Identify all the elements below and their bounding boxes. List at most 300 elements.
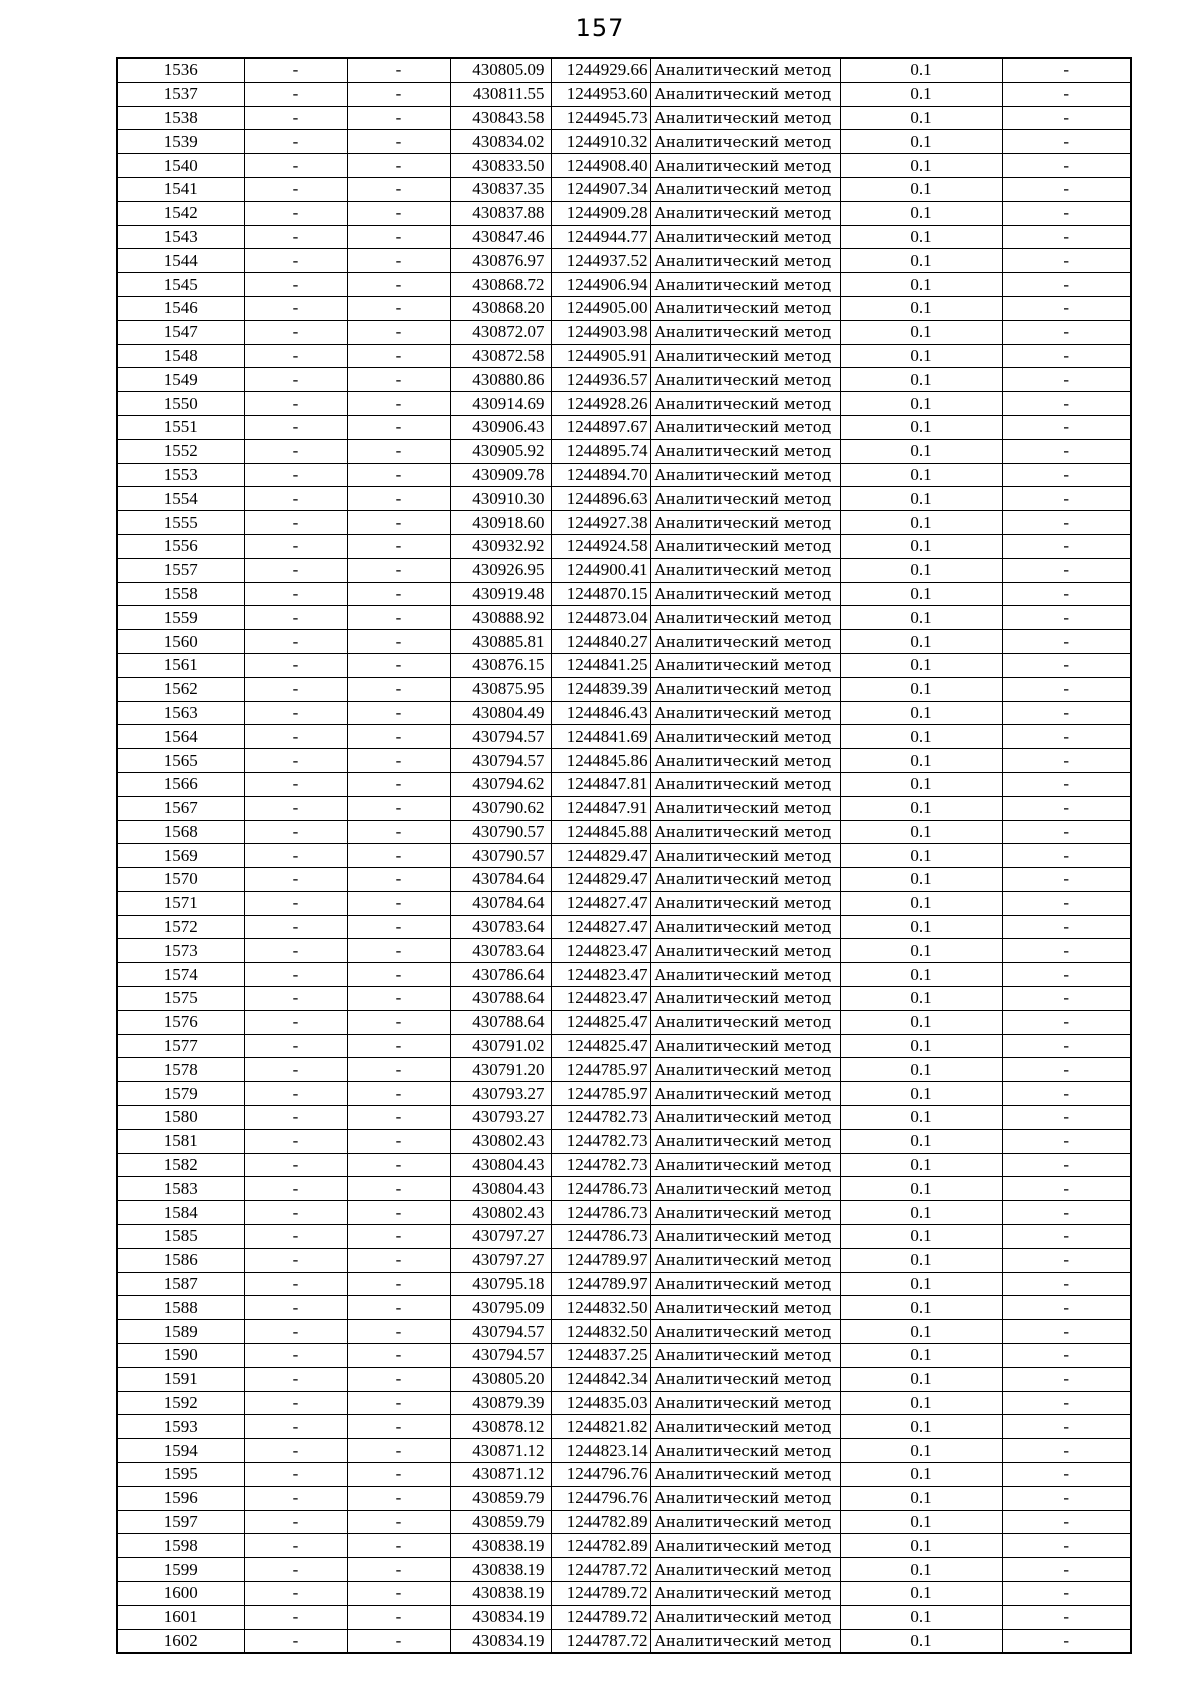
empty-cell: - bbox=[244, 1106, 347, 1130]
accuracy-cell: 0.1 bbox=[840, 1225, 1002, 1249]
empty-cell: - bbox=[347, 1486, 450, 1510]
empty-cell: - bbox=[1002, 1225, 1131, 1249]
empty-cell: - bbox=[244, 891, 347, 915]
empty-cell: - bbox=[347, 1034, 450, 1058]
x-coordinate-cell: 430784.64 bbox=[450, 891, 551, 915]
accuracy-cell: 0.1 bbox=[840, 1629, 1002, 1653]
empty-cell: - bbox=[347, 1082, 450, 1106]
empty-cell: - bbox=[1002, 1510, 1131, 1534]
table-row bbox=[117, 1320, 1131, 1344]
y-coordinate-cell: 1244937.52 bbox=[551, 249, 650, 273]
empty-cell: - bbox=[1002, 1248, 1131, 1272]
y-coordinate-cell: 1244785.97 bbox=[551, 1058, 650, 1082]
table-row bbox=[117, 677, 1131, 701]
point-number-cell: 1575 bbox=[117, 987, 244, 1011]
y-coordinate-cell: 1244825.47 bbox=[551, 1034, 650, 1058]
table-row bbox=[117, 630, 1131, 654]
table-row bbox=[117, 177, 1131, 201]
table-row bbox=[117, 1272, 1131, 1296]
x-coordinate-cell: 430790.57 bbox=[450, 844, 551, 868]
empty-cell: - bbox=[347, 772, 450, 796]
empty-cell: - bbox=[1002, 1010, 1131, 1034]
empty-cell: - bbox=[244, 1082, 347, 1106]
x-coordinate-cell: 430872.07 bbox=[450, 320, 551, 344]
point-number-cell: 1540 bbox=[117, 154, 244, 178]
empty-cell: - bbox=[347, 225, 450, 249]
method-cell: Аналитический метод bbox=[650, 1177, 840, 1201]
method-cell: Аналитический метод bbox=[650, 1486, 840, 1510]
empty-cell: - bbox=[244, 1558, 347, 1582]
y-coordinate-cell: 1244900.41 bbox=[551, 558, 650, 582]
empty-cell: - bbox=[244, 1486, 347, 1510]
y-coordinate-cell: 1244782.89 bbox=[551, 1534, 650, 1558]
point-number-cell: 1560 bbox=[117, 630, 244, 654]
table-row bbox=[117, 1129, 1131, 1153]
accuracy-cell: 0.1 bbox=[840, 1034, 1002, 1058]
x-coordinate-cell: 430910.30 bbox=[450, 487, 551, 511]
empty-cell: - bbox=[1002, 1320, 1131, 1344]
method-cell: Аналитический метод bbox=[650, 582, 840, 606]
method-cell: Аналитический метод bbox=[650, 1010, 840, 1034]
empty-cell: - bbox=[244, 58, 347, 82]
empty-cell: - bbox=[244, 1320, 347, 1344]
point-number-cell: 1550 bbox=[117, 392, 244, 416]
x-coordinate-cell: 430838.19 bbox=[450, 1558, 551, 1582]
method-cell: Аналитический метод bbox=[650, 1582, 840, 1606]
x-coordinate-cell: 430859.79 bbox=[450, 1510, 551, 1534]
point-number-cell: 1568 bbox=[117, 820, 244, 844]
method-cell: Аналитический метод bbox=[650, 368, 840, 392]
empty-cell: - bbox=[1002, 915, 1131, 939]
table-row bbox=[117, 1558, 1131, 1582]
empty-cell: - bbox=[244, 1605, 347, 1629]
table-row bbox=[117, 106, 1131, 130]
method-cell: Аналитический метод bbox=[650, 963, 840, 987]
table-row bbox=[117, 1391, 1131, 1415]
accuracy-cell: 0.1 bbox=[840, 1272, 1002, 1296]
empty-cell: - bbox=[347, 249, 450, 273]
y-coordinate-cell: 1244787.72 bbox=[551, 1629, 650, 1653]
point-number-cell: 1542 bbox=[117, 201, 244, 225]
y-coordinate-cell: 1244782.73 bbox=[551, 1129, 650, 1153]
method-cell: Аналитический метод bbox=[650, 1534, 840, 1558]
accuracy-cell: 0.1 bbox=[840, 1201, 1002, 1225]
y-coordinate-cell: 1244903.98 bbox=[551, 320, 650, 344]
point-number-cell: 1547 bbox=[117, 320, 244, 344]
accuracy-cell: 0.1 bbox=[840, 1106, 1002, 1130]
accuracy-cell: 0.1 bbox=[840, 1582, 1002, 1606]
empty-cell: - bbox=[244, 1153, 347, 1177]
empty-cell: - bbox=[244, 939, 347, 963]
empty-cell: - bbox=[1002, 201, 1131, 225]
y-coordinate-cell: 1244908.40 bbox=[551, 154, 650, 178]
point-number-cell: 1577 bbox=[117, 1034, 244, 1058]
y-coordinate-cell: 1244895.74 bbox=[551, 439, 650, 463]
table-row bbox=[117, 1177, 1131, 1201]
point-number-cell: 1592 bbox=[117, 1391, 244, 1415]
point-number-cell: 1571 bbox=[117, 891, 244, 915]
empty-cell: - bbox=[1002, 534, 1131, 558]
x-coordinate-cell: 430914.69 bbox=[450, 392, 551, 416]
y-coordinate-cell: 1244842.34 bbox=[551, 1367, 650, 1391]
y-coordinate-cell: 1244832.50 bbox=[551, 1296, 650, 1320]
method-cell: Аналитический метод bbox=[650, 201, 840, 225]
empty-cell: - bbox=[244, 725, 347, 749]
point-number-cell: 1584 bbox=[117, 1201, 244, 1225]
method-cell: Аналитический метод bbox=[650, 487, 840, 511]
point-number-cell: 1585 bbox=[117, 1225, 244, 1249]
empty-cell: - bbox=[1002, 1296, 1131, 1320]
empty-cell: - bbox=[244, 844, 347, 868]
accuracy-cell: 0.1 bbox=[840, 392, 1002, 416]
x-coordinate-cell: 430859.79 bbox=[450, 1486, 551, 1510]
point-number-cell: 1593 bbox=[117, 1415, 244, 1439]
table-row bbox=[117, 987, 1131, 1011]
table-row bbox=[117, 1106, 1131, 1130]
empty-cell: - bbox=[244, 1415, 347, 1439]
empty-cell: - bbox=[347, 1010, 450, 1034]
point-number-cell: 1582 bbox=[117, 1153, 244, 1177]
x-coordinate-cell: 430905.92 bbox=[450, 439, 551, 463]
empty-cell: - bbox=[347, 439, 450, 463]
table-row bbox=[117, 558, 1131, 582]
empty-cell: - bbox=[1002, 1177, 1131, 1201]
x-coordinate-cell: 430794.62 bbox=[450, 772, 551, 796]
table-row bbox=[117, 1201, 1131, 1225]
point-number-cell: 1549 bbox=[117, 368, 244, 392]
accuracy-cell: 0.1 bbox=[840, 1486, 1002, 1510]
empty-cell: - bbox=[244, 1201, 347, 1225]
y-coordinate-cell: 1244897.67 bbox=[551, 415, 650, 439]
table-row bbox=[117, 368, 1131, 392]
empty-cell: - bbox=[244, 511, 347, 535]
empty-cell: - bbox=[347, 201, 450, 225]
point-number-cell: 1536 bbox=[117, 58, 244, 82]
empty-cell: - bbox=[1002, 725, 1131, 749]
method-cell: Аналитический метод bbox=[650, 1106, 840, 1130]
method-cell: Аналитический метод bbox=[650, 1510, 840, 1534]
table-row bbox=[117, 606, 1131, 630]
point-number-cell: 1543 bbox=[117, 225, 244, 249]
x-coordinate-cell: 430834.02 bbox=[450, 130, 551, 154]
empty-cell: - bbox=[244, 534, 347, 558]
empty-cell: - bbox=[1002, 1439, 1131, 1463]
x-coordinate-cell: 430805.20 bbox=[450, 1367, 551, 1391]
y-coordinate-cell: 1244796.76 bbox=[551, 1486, 650, 1510]
table-row bbox=[117, 82, 1131, 106]
y-coordinate-cell: 1244910.32 bbox=[551, 130, 650, 154]
empty-cell: - bbox=[347, 796, 450, 820]
empty-cell: - bbox=[1002, 320, 1131, 344]
x-coordinate-cell: 430876.97 bbox=[450, 249, 551, 273]
accuracy-cell: 0.1 bbox=[840, 1129, 1002, 1153]
empty-cell: - bbox=[1002, 130, 1131, 154]
y-coordinate-cell: 1244789.72 bbox=[551, 1605, 650, 1629]
empty-cell: - bbox=[244, 1129, 347, 1153]
table-row bbox=[117, 1248, 1131, 1272]
empty-cell: - bbox=[1002, 891, 1131, 915]
y-coordinate-cell: 1244846.43 bbox=[551, 701, 650, 725]
empty-cell: - bbox=[1002, 249, 1131, 273]
empty-cell: - bbox=[347, 820, 450, 844]
method-cell: Аналитический метод bbox=[650, 987, 840, 1011]
accuracy-cell: 0.1 bbox=[840, 1296, 1002, 1320]
y-coordinate-cell: 1244928.26 bbox=[551, 392, 650, 416]
method-cell: Аналитический метод bbox=[650, 177, 840, 201]
empty-cell: - bbox=[347, 1296, 450, 1320]
x-coordinate-cell: 430837.35 bbox=[450, 177, 551, 201]
empty-cell: - bbox=[1002, 1367, 1131, 1391]
x-coordinate-cell: 430847.46 bbox=[450, 225, 551, 249]
point-number-cell: 1572 bbox=[117, 915, 244, 939]
table-row bbox=[117, 154, 1131, 178]
empty-cell: - bbox=[347, 1320, 450, 1344]
x-coordinate-cell: 430878.12 bbox=[450, 1415, 551, 1439]
empty-cell: - bbox=[244, 177, 347, 201]
method-cell: Аналитический метод bbox=[650, 439, 840, 463]
empty-cell: - bbox=[347, 1344, 450, 1368]
empty-cell: - bbox=[347, 487, 450, 511]
point-number-cell: 1545 bbox=[117, 273, 244, 297]
y-coordinate-cell: 1244840.27 bbox=[551, 630, 650, 654]
empty-cell: - bbox=[347, 1558, 450, 1582]
empty-cell: - bbox=[347, 534, 450, 558]
point-number-cell: 1573 bbox=[117, 939, 244, 963]
accuracy-cell: 0.1 bbox=[840, 106, 1002, 130]
point-number-cell: 1569 bbox=[117, 844, 244, 868]
x-coordinate-cell: 430794.57 bbox=[450, 749, 551, 773]
empty-cell: - bbox=[244, 1534, 347, 1558]
table-row bbox=[117, 1082, 1131, 1106]
empty-cell: - bbox=[347, 558, 450, 582]
x-coordinate-cell: 430909.78 bbox=[450, 463, 551, 487]
method-cell: Аналитический метод bbox=[650, 1629, 840, 1653]
y-coordinate-cell: 1244845.86 bbox=[551, 749, 650, 773]
empty-cell: - bbox=[1002, 273, 1131, 297]
method-cell: Аналитический метод bbox=[650, 320, 840, 344]
method-cell: Аналитический метод bbox=[650, 154, 840, 178]
table-row bbox=[117, 1058, 1131, 1082]
y-coordinate-cell: 1244796.76 bbox=[551, 1463, 650, 1487]
y-coordinate-cell: 1244782.89 bbox=[551, 1510, 650, 1534]
empty-cell: - bbox=[244, 130, 347, 154]
empty-cell: - bbox=[244, 749, 347, 773]
accuracy-cell: 0.1 bbox=[840, 987, 1002, 1011]
empty-cell: - bbox=[1002, 511, 1131, 535]
empty-cell: - bbox=[244, 1034, 347, 1058]
method-cell: Аналитический метод bbox=[650, 939, 840, 963]
empty-cell: - bbox=[244, 201, 347, 225]
accuracy-cell: 0.1 bbox=[840, 820, 1002, 844]
empty-cell: - bbox=[347, 1201, 450, 1225]
empty-cell: - bbox=[244, 463, 347, 487]
accuracy-cell: 0.1 bbox=[840, 82, 1002, 106]
point-number-cell: 1554 bbox=[117, 487, 244, 511]
empty-cell: - bbox=[1002, 987, 1131, 1011]
x-coordinate-cell: 430797.27 bbox=[450, 1225, 551, 1249]
empty-cell: - bbox=[1002, 487, 1131, 511]
page-number: 157 bbox=[575, 14, 625, 42]
y-coordinate-cell: 1244847.81 bbox=[551, 772, 650, 796]
point-number-cell: 1597 bbox=[117, 1510, 244, 1534]
method-cell: Аналитический метод bbox=[650, 701, 840, 725]
y-coordinate-cell: 1244782.73 bbox=[551, 1106, 650, 1130]
point-number-cell: 1579 bbox=[117, 1082, 244, 1106]
accuracy-cell: 0.1 bbox=[840, 225, 1002, 249]
point-number-cell: 1562 bbox=[117, 677, 244, 701]
x-coordinate-cell: 430926.95 bbox=[450, 558, 551, 582]
x-coordinate-cell: 430833.50 bbox=[450, 154, 551, 178]
table-row bbox=[117, 201, 1131, 225]
method-cell: Аналитический метод bbox=[650, 630, 840, 654]
y-coordinate-cell: 1244827.47 bbox=[551, 915, 650, 939]
empty-cell: - bbox=[244, 368, 347, 392]
method-cell: Аналитический метод bbox=[650, 225, 840, 249]
y-coordinate-cell: 1244789.72 bbox=[551, 1582, 650, 1606]
accuracy-cell: 0.1 bbox=[840, 177, 1002, 201]
accuracy-cell: 0.1 bbox=[840, 915, 1002, 939]
table-row bbox=[117, 511, 1131, 535]
point-number-cell: 1537 bbox=[117, 82, 244, 106]
empty-cell: - bbox=[347, 1391, 450, 1415]
empty-cell: - bbox=[244, 439, 347, 463]
y-coordinate-cell: 1244829.47 bbox=[551, 868, 650, 892]
table-row bbox=[117, 1415, 1131, 1439]
empty-cell: - bbox=[347, 701, 450, 725]
point-number-cell: 1567 bbox=[117, 796, 244, 820]
empty-cell: - bbox=[1002, 939, 1131, 963]
x-coordinate-cell: 430879.39 bbox=[450, 1391, 551, 1415]
empty-cell: - bbox=[347, 1463, 450, 1487]
table-row bbox=[117, 868, 1131, 892]
empty-cell: - bbox=[1002, 749, 1131, 773]
x-coordinate-cell: 430784.64 bbox=[450, 868, 551, 892]
point-number-cell: 1563 bbox=[117, 701, 244, 725]
method-cell: Аналитический метод bbox=[650, 1225, 840, 1249]
method-cell: Аналитический метод bbox=[650, 534, 840, 558]
point-number-cell: 1598 bbox=[117, 1534, 244, 1558]
empty-cell: - bbox=[244, 487, 347, 511]
empty-cell: - bbox=[347, 1510, 450, 1534]
y-coordinate-cell: 1244823.47 bbox=[551, 963, 650, 987]
method-cell: Аналитический метод bbox=[650, 1558, 840, 1582]
empty-cell: - bbox=[244, 987, 347, 1011]
accuracy-cell: 0.1 bbox=[840, 368, 1002, 392]
x-coordinate-cell: 430790.57 bbox=[450, 820, 551, 844]
table-row bbox=[117, 796, 1131, 820]
accuracy-cell: 0.1 bbox=[840, 201, 1002, 225]
empty-cell: - bbox=[347, 1367, 450, 1391]
method-cell: Аналитический метод bbox=[650, 558, 840, 582]
empty-cell: - bbox=[1002, 225, 1131, 249]
empty-cell: - bbox=[347, 844, 450, 868]
empty-cell: - bbox=[347, 106, 450, 130]
table-row bbox=[117, 1605, 1131, 1629]
table-row bbox=[117, 653, 1131, 677]
empty-cell: - bbox=[347, 58, 450, 82]
x-coordinate-cell: 430876.15 bbox=[450, 653, 551, 677]
point-number-cell: 1541 bbox=[117, 177, 244, 201]
method-cell: Аналитический метод bbox=[650, 820, 840, 844]
empty-cell: - bbox=[1002, 1058, 1131, 1082]
method-cell: Аналитический метод bbox=[650, 868, 840, 892]
y-coordinate-cell: 1244905.91 bbox=[551, 344, 650, 368]
empty-cell: - bbox=[347, 392, 450, 416]
y-coordinate-cell: 1244906.94 bbox=[551, 273, 650, 297]
x-coordinate-cell: 430906.43 bbox=[450, 415, 551, 439]
empty-cell: - bbox=[1002, 701, 1131, 725]
table-row bbox=[117, 1582, 1131, 1606]
empty-cell: - bbox=[244, 320, 347, 344]
method-cell: Аналитический метод bbox=[650, 1320, 840, 1344]
empty-cell: - bbox=[244, 392, 347, 416]
table-row bbox=[117, 1153, 1131, 1177]
accuracy-cell: 0.1 bbox=[840, 249, 1002, 273]
empty-cell: - bbox=[1002, 177, 1131, 201]
accuracy-cell: 0.1 bbox=[840, 154, 1002, 178]
empty-cell: - bbox=[1002, 1344, 1131, 1368]
point-number-cell: 1559 bbox=[117, 606, 244, 630]
empty-cell: - bbox=[1002, 963, 1131, 987]
table-row bbox=[117, 1463, 1131, 1487]
y-coordinate-cell: 1244786.73 bbox=[551, 1177, 650, 1201]
x-coordinate-cell: 430834.19 bbox=[450, 1629, 551, 1653]
empty-cell: - bbox=[347, 939, 450, 963]
method-cell: Аналитический метод bbox=[650, 296, 840, 320]
empty-cell: - bbox=[244, 1225, 347, 1249]
method-cell: Аналитический метод bbox=[650, 106, 840, 130]
point-number-cell: 1555 bbox=[117, 511, 244, 535]
x-coordinate-cell: 430786.64 bbox=[450, 963, 551, 987]
method-cell: Аналитический метод bbox=[650, 249, 840, 273]
table-row bbox=[117, 939, 1131, 963]
accuracy-cell: 0.1 bbox=[840, 415, 1002, 439]
empty-cell: - bbox=[244, 1367, 347, 1391]
empty-cell: - bbox=[244, 225, 347, 249]
accuracy-cell: 0.1 bbox=[840, 130, 1002, 154]
empty-cell: - bbox=[244, 1629, 347, 1653]
x-coordinate-cell: 430794.57 bbox=[450, 725, 551, 749]
method-cell: Аналитический метод bbox=[650, 1272, 840, 1296]
table-row bbox=[117, 915, 1131, 939]
y-coordinate-cell: 1244953.60 bbox=[551, 82, 650, 106]
accuracy-cell: 0.1 bbox=[840, 1320, 1002, 1344]
method-cell: Аналитический метод bbox=[650, 606, 840, 630]
table-row bbox=[117, 582, 1131, 606]
point-number-cell: 1599 bbox=[117, 1558, 244, 1582]
empty-cell: - bbox=[347, 1058, 450, 1082]
point-number-cell: 1581 bbox=[117, 1129, 244, 1153]
y-coordinate-cell: 1244929.66 bbox=[551, 58, 650, 82]
empty-cell: - bbox=[244, 796, 347, 820]
method-cell: Аналитический метод bbox=[650, 1367, 840, 1391]
method-cell: Аналитический метод bbox=[650, 344, 840, 368]
accuracy-cell: 0.1 bbox=[840, 1534, 1002, 1558]
coordinates-table bbox=[116, 57, 1132, 1654]
x-coordinate-cell: 430804.43 bbox=[450, 1177, 551, 1201]
point-number-cell: 1565 bbox=[117, 749, 244, 773]
empty-cell: - bbox=[1002, 106, 1131, 130]
accuracy-cell: 0.1 bbox=[840, 1558, 1002, 1582]
empty-cell: - bbox=[347, 1605, 450, 1629]
empty-cell: - bbox=[244, 1248, 347, 1272]
point-number-cell: 1594 bbox=[117, 1439, 244, 1463]
empty-cell: - bbox=[1002, 415, 1131, 439]
empty-cell: - bbox=[347, 963, 450, 987]
empty-cell: - bbox=[347, 1248, 450, 1272]
y-coordinate-cell: 1244832.50 bbox=[551, 1320, 650, 1344]
empty-cell: - bbox=[347, 915, 450, 939]
